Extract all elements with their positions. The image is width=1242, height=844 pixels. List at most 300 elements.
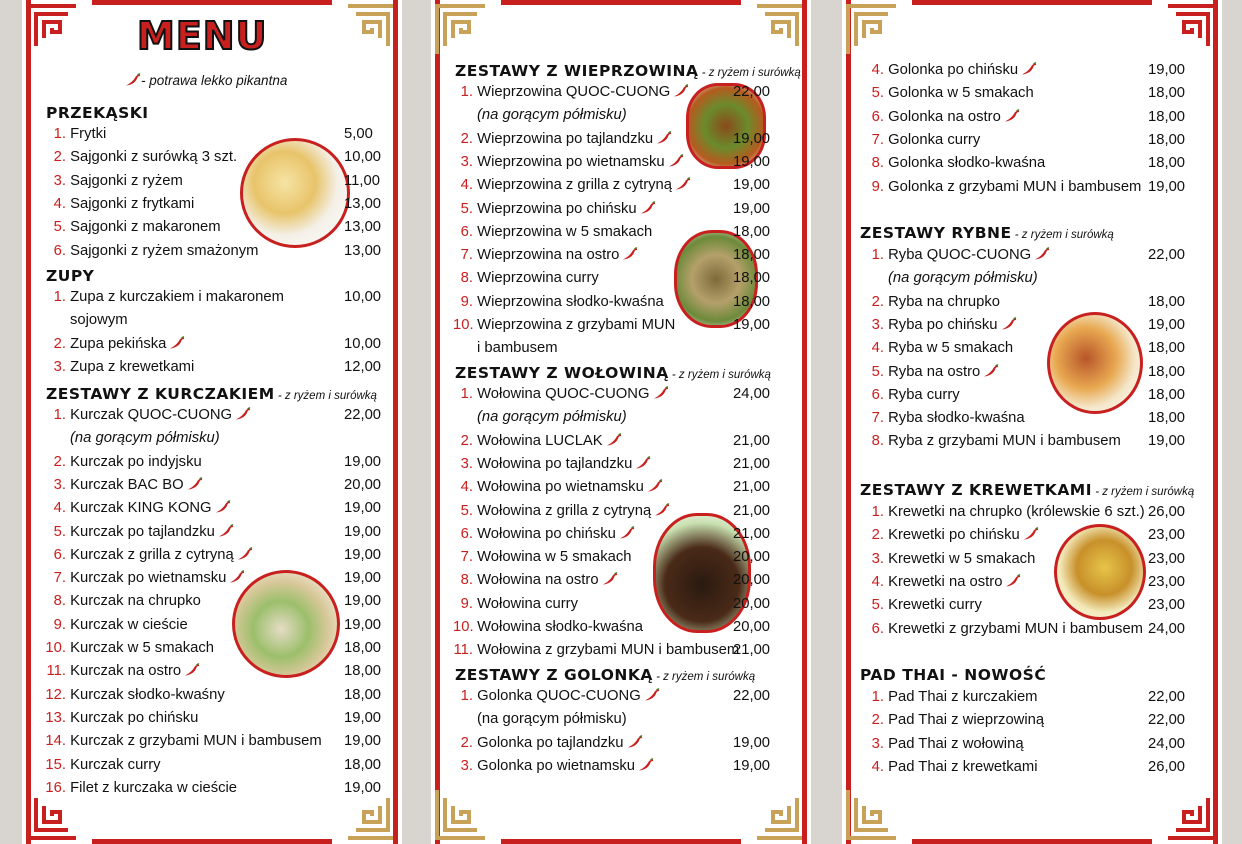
gold-fret-ornament-icon — [844, 786, 900, 842]
item-number: 5. — [871, 597, 884, 614]
item-price: 18,00 — [1148, 85, 1186, 102]
menu-item — [864, 551, 1035, 567]
menu-item — [864, 621, 1143, 637]
item-name: Wołowina QUOC-CUONG — [473, 386, 650, 402]
item-number: 10. — [45, 640, 66, 656]
spicy-legend — [122, 73, 287, 88]
item-price: 21,00 — [733, 455, 771, 472]
item-price: 22,00 — [1148, 247, 1186, 263]
item-price: 10,00 — [344, 335, 382, 352]
item-name: Pad Thai z krewetkami — [884, 758, 1038, 775]
item-price: 19,00 — [344, 453, 382, 470]
section-title-text: ZESTAWY Z KREWETKAMI — [860, 481, 1093, 499]
menu-item — [864, 317, 1017, 333]
item-name: Kurczak w cieście — [66, 616, 188, 633]
item-number: 4. — [871, 62, 884, 78]
menu-item — [864, 85, 1034, 101]
item-price: 11,00 — [344, 172, 380, 189]
item-price: 19,00 — [1148, 62, 1186, 78]
item-name: Wieprzowina z grzybami MUN — [473, 317, 676, 333]
gold-fret-ornament-icon — [753, 2, 809, 58]
menu-item — [453, 131, 672, 147]
item-name: Pad Thai z wołowiną — [884, 735, 1024, 752]
gold-fret-ornament-icon — [433, 786, 489, 842]
fish-dish-photo — [1047, 312, 1143, 414]
item-name: Golonka słodko-kwaśna — [884, 155, 1046, 172]
section-title-text: ZESTAWY Z GOLONKĄ — [455, 666, 653, 684]
item-number: 14. — [45, 733, 66, 750]
menu-item — [46, 173, 183, 189]
menu-item — [46, 243, 258, 259]
menu-item — [46, 359, 194, 375]
menu-item — [40, 524, 234, 540]
menu-item — [453, 479, 663, 495]
item-number: 3. — [871, 550, 884, 567]
menu-item — [46, 196, 194, 212]
item-name: Zupa z krewetkami — [66, 358, 195, 375]
chili-pepper-icon — [656, 131, 672, 144]
item-number: 15. — [45, 756, 66, 773]
item-price: 19,00 — [344, 733, 382, 750]
menu-item — [864, 387, 960, 403]
chili-pepper-icon — [235, 407, 251, 420]
section-title-text: PRZEKĄSKI — [46, 104, 149, 122]
item-number: 4. — [53, 195, 66, 212]
item-name: Golonka curry — [884, 131, 981, 148]
item-name: Ryba w 5 smakach — [884, 340, 1014, 357]
item-number: 4. — [871, 573, 884, 590]
item-number: 9. — [460, 293, 473, 310]
item-name: Krewetki na ostro — [884, 573, 1003, 590]
item-name-continued: sojowym — [70, 312, 128, 329]
menu-item — [864, 340, 1013, 356]
item-price: 22,00 — [733, 84, 771, 100]
item-name: Wieprzowina po chińsku — [473, 200, 637, 217]
menu-item — [864, 504, 1145, 520]
item-price: 19,00 — [1148, 433, 1186, 450]
section-title-rybne — [860, 224, 1114, 242]
item-name: Sajgonki z surówką 3 szt. — [66, 149, 238, 166]
section-subtitle: - z ryżem i surówką — [1092, 486, 1195, 498]
section-title-kurczak — [46, 385, 377, 403]
menu-item — [453, 549, 631, 565]
item-name-continued: (na gorącym półmisku) — [477, 711, 627, 728]
shrimp-dish-photo — [1054, 524, 1146, 620]
section-subtitle: - z ryżem i surówką — [274, 390, 377, 402]
item-price: 18,00 — [344, 686, 382, 703]
item-price: 19,00 — [1148, 316, 1186, 333]
menu-item — [864, 597, 982, 613]
item-number: 5. — [871, 85, 884, 102]
menu-item — [40, 663, 200, 679]
item-number: 8. — [53, 593, 66, 610]
item-price: 19,00 — [733, 734, 771, 751]
item-name: Kurczak po indyjsku — [66, 453, 202, 470]
item-number: 7. — [460, 247, 473, 264]
item-number: 6. — [460, 525, 473, 542]
menu-item — [453, 642, 739, 658]
item-name: Kurczak KING KONG — [66, 500, 212, 517]
chili-pepper-icon — [606, 433, 622, 446]
item-price: 19,00 — [344, 500, 382, 517]
item-name: Frytki — [66, 126, 107, 142]
item-number: 11. — [453, 642, 473, 659]
menu-item — [864, 759, 1038, 775]
item-number: 1. — [53, 126, 66, 142]
menu-panel-right — [842, 0, 1222, 844]
menu-item — [864, 736, 1024, 752]
item-price: 20,00 — [733, 619, 771, 635]
item-number: 1. — [871, 689, 884, 705]
section-title-przekaski — [46, 104, 149, 122]
menu-item — [864, 62, 1037, 78]
item-price: 10,00 — [344, 289, 382, 305]
red-fret-ornament-icon — [24, 2, 80, 58]
item-number: 2. — [871, 712, 884, 729]
section-title-text: ZESTAWY Z WOŁOWINĄ — [455, 364, 669, 382]
item-price: 23,00 — [1148, 573, 1186, 590]
item-number: 2. — [53, 453, 66, 470]
item-price: 23,00 — [1148, 527, 1186, 544]
item-number: 8. — [871, 433, 884, 450]
item-price: 20,00 — [733, 595, 771, 612]
item-price: 23,00 — [1148, 550, 1186, 567]
item-number: 5. — [53, 219, 66, 236]
item-number: 2. — [871, 527, 884, 544]
section-subtitle: - z ryżem i surówką — [652, 671, 756, 683]
item-number: 9. — [871, 178, 884, 195]
spring-rolls-photo — [240, 138, 350, 248]
item-price: 22,00 — [344, 407, 382, 423]
item-name: Ryba słodko-kwaśna — [884, 410, 1025, 427]
item-name: Ryba po chińsku — [884, 316, 998, 333]
item-number: 6. — [871, 620, 884, 637]
menu-item — [453, 84, 689, 100]
item-price: 21,00 — [733, 479, 771, 496]
item-number: 2. — [460, 432, 473, 449]
item-number: 4. — [871, 340, 884, 357]
red-fret-ornament-icon — [1164, 786, 1220, 842]
menu-item — [453, 619, 643, 635]
item-name: Sajgonki z frytkami — [66, 195, 195, 212]
item-number: 11. — [46, 663, 66, 680]
item-name: Wieprzowina słodko-kwaśna — [473, 293, 664, 310]
chili-pepper-icon — [125, 73, 141, 86]
item-price: 19,00 — [344, 523, 382, 540]
item-name: Golonka w 5 smakach — [884, 85, 1034, 102]
item-number: 7. — [53, 570, 66, 587]
item-price: 20,00 — [733, 572, 771, 589]
item-name: Kurczak na chrupko — [66, 593, 201, 610]
menu-item — [40, 640, 214, 656]
section-title-golonka — [455, 666, 755, 684]
menu-item — [453, 201, 656, 217]
item-name: Wołowina curry — [473, 595, 578, 612]
item-price: 18,00 — [1148, 340, 1186, 357]
item-name: Krewetki po chińsku — [884, 527, 1020, 544]
section-title-zupy — [46, 267, 94, 285]
item-price: 22,00 — [1148, 689, 1186, 705]
item-number: 3. — [460, 455, 473, 472]
item-name-continued: (na gorącym półmisku) — [477, 107, 627, 124]
item-price: 19,00 — [344, 593, 382, 610]
item-number: 5. — [460, 502, 473, 519]
menu-item — [453, 596, 578, 612]
item-number: 2. — [460, 734, 473, 751]
item-price: 22,00 — [1148, 712, 1186, 729]
item-number: 10. — [453, 619, 474, 635]
chili-pepper-icon — [627, 735, 643, 748]
menu-item — [864, 410, 1025, 426]
item-name: Wieprzowina w 5 smakach — [473, 223, 653, 240]
chili-pepper-icon — [635, 456, 651, 469]
item-number: 3. — [871, 316, 884, 333]
chili-pepper-icon — [1034, 247, 1050, 260]
item-price: 18,00 — [1148, 363, 1186, 380]
item-price: 18,00 — [1148, 131, 1186, 148]
menu-item — [864, 689, 1038, 705]
item-price: 20,00 — [344, 476, 382, 493]
section-title-text: ZUPY — [46, 267, 95, 285]
item-price: 19,00 — [1148, 178, 1186, 195]
item-name: Kurczak słodko-kwaśny — [66, 686, 225, 703]
item-price: 24,00 — [1148, 620, 1186, 637]
chili-pepper-icon — [647, 479, 663, 492]
section-title-text: ZESTAWY RYBNE — [860, 224, 1012, 242]
item-name: Wołowina na ostro — [473, 572, 599, 589]
item-price: 19,00 — [733, 200, 771, 217]
item-number: 2. — [460, 130, 473, 147]
menu-item — [40, 570, 245, 586]
menu-item — [864, 433, 1121, 449]
menu-item — [453, 247, 638, 263]
item-name: Zupa z kurczakiem i makaronem — [66, 289, 284, 305]
item-name: Wołowina po wietnamsku — [473, 479, 644, 496]
item-number: 8. — [460, 572, 473, 589]
menu-item — [40, 780, 237, 796]
menu-item — [40, 407, 251, 423]
item-price: 21,00 — [733, 525, 771, 542]
chili-pepper-icon — [668, 154, 684, 167]
item-name: Golonka QUOC-CUONG — [473, 688, 641, 704]
menu-item — [864, 155, 1045, 171]
item-number: 9. — [460, 595, 473, 612]
section-title-text: ZESTAWY Z KURCZAKIEM — [46, 385, 275, 403]
item-number: 3. — [460, 153, 473, 170]
menu-item — [40, 617, 188, 633]
item-name: Kurczak z grilla z cytryną — [66, 546, 234, 563]
gold-fret-ornament-icon — [433, 2, 489, 58]
item-name: Golonka po tajlandzku — [473, 734, 624, 751]
chili-pepper-icon — [622, 247, 638, 260]
item-name: Ryba QUOC-CUONG — [884, 247, 1032, 263]
menu-item — [864, 109, 1020, 125]
item-price: 19,00 — [344, 570, 382, 587]
item-price: 21,00 — [733, 432, 771, 449]
item-price: 18,00 — [1148, 108, 1186, 125]
menu-item — [40, 477, 203, 493]
item-price: 18,00 — [344, 663, 382, 680]
item-number: 5. — [460, 200, 473, 217]
item-number: 8. — [460, 270, 473, 287]
chili-pepper-icon — [602, 572, 618, 585]
menu-item — [453, 177, 691, 193]
gold-fret-ornament-icon — [344, 2, 400, 58]
menu-item — [40, 757, 161, 773]
item-price: 19,00 — [344, 546, 382, 563]
item-number: 12. — [45, 686, 66, 703]
chili-pepper-icon — [644, 688, 660, 701]
item-price: 24,00 — [1148, 735, 1186, 752]
menu-item — [46, 336, 185, 352]
item-name: Kurczak na ostro — [66, 663, 182, 680]
item-price: 20,00 — [733, 549, 771, 566]
item-name: Kurczak BAC BO — [66, 476, 184, 493]
menu-item — [46, 289, 284, 305]
item-name: Sajgonki z ryżem smażonym — [66, 242, 259, 259]
item-number: 4. — [460, 479, 473, 496]
section-subtitle: - z ryżem i surówką — [668, 369, 771, 381]
top-border — [501, 0, 741, 5]
item-price: 18,00 — [733, 247, 771, 264]
menu-item — [453, 503, 670, 519]
item-name: Kurczak po chińsku — [66, 709, 199, 726]
item-name: Krewetki z grzybami MUN i bambusem — [884, 620, 1144, 637]
menu-panel-left — [22, 0, 402, 844]
item-number: 1. — [53, 289, 66, 305]
menu-item — [864, 364, 999, 380]
item-name: Ryba curry — [884, 386, 960, 403]
bottom-border — [912, 839, 1152, 844]
item-number: 3. — [53, 172, 66, 189]
menu-item — [864, 247, 1050, 263]
item-number: 2. — [53, 335, 66, 352]
bottom-border — [92, 839, 332, 844]
section-subtitle: - z ryżem i surówką — [1011, 229, 1114, 241]
item-price: 18,00 — [733, 223, 771, 240]
item-price: 19,00 — [344, 779, 382, 796]
menu-item — [453, 526, 635, 542]
item-number: 7. — [460, 549, 473, 566]
item-number: 9. — [53, 616, 66, 633]
chili-pepper-icon — [1004, 109, 1020, 122]
item-number: 3. — [871, 735, 884, 752]
menu-item — [453, 433, 622, 449]
menu-item — [453, 317, 675, 333]
item-number: 7. — [871, 131, 884, 148]
menu-item — [453, 456, 651, 472]
item-price: 18,00 — [733, 293, 771, 310]
item-name: Pad Thai z wieprzowiną — [884, 712, 1045, 729]
item-number: 2. — [53, 149, 66, 166]
item-number: 13. — [45, 709, 66, 726]
item-name: Wieprzowina curry — [473, 270, 599, 287]
chili-pepper-icon — [619, 526, 635, 539]
chili-pepper-icon — [983, 364, 999, 377]
section-subtitle: - z ryżem i surówką — [698, 67, 801, 79]
item-name: Golonka z grzybami MUN i bambusem — [884, 178, 1142, 195]
item-name: Wołowina po tajlandzku — [473, 455, 633, 472]
menu-title: MENU — [137, 14, 268, 58]
menu-item — [453, 572, 618, 588]
chili-pepper-icon — [1023, 527, 1039, 540]
item-name-continued: (na gorącym półmisku) — [888, 270, 1038, 287]
menu-item — [453, 154, 684, 170]
item-price: 18,00 — [1148, 155, 1186, 172]
item-price: 19,00 — [733, 317, 771, 333]
chili-pepper-icon — [673, 84, 689, 97]
item-price: 26,00 — [1148, 504, 1186, 520]
item-number: 4. — [460, 177, 473, 194]
chili-pepper-icon — [169, 336, 185, 349]
chili-pepper-icon — [1021, 62, 1037, 75]
item-price: 19,00 — [733, 757, 771, 774]
item-price: 19,00 — [733, 130, 771, 147]
item-number: 6. — [871, 386, 884, 403]
item-name: Wieprzowina QUOC-CUONG — [473, 84, 671, 100]
item-name: Wieprzowina po tajlandzku — [473, 130, 654, 147]
item-price: 5,00 — [344, 126, 373, 142]
chicken-dish-photo — [232, 570, 340, 678]
item-name: Sajgonki z ryżem — [66, 172, 183, 189]
item-number: 2. — [871, 293, 884, 310]
section-title-padthai — [860, 666, 1046, 684]
item-price: 18,00 — [344, 640, 382, 656]
menu-item — [453, 270, 599, 286]
item-name-continued: i bambusem — [477, 340, 558, 357]
item-number: 6. — [460, 223, 473, 240]
chili-pepper-icon — [1005, 574, 1021, 587]
item-price: 19,00 — [733, 153, 771, 170]
item-price: 18,00 — [1148, 293, 1186, 310]
item-number: 1. — [871, 247, 884, 263]
item-price: 18,00 — [344, 756, 382, 773]
menu-item — [864, 179, 1141, 195]
section-title-wieprzowina — [455, 62, 801, 80]
chili-pepper-icon — [640, 201, 656, 214]
item-price: 23,00 — [1148, 597, 1186, 614]
menu-item — [40, 547, 253, 563]
menu-item — [40, 710, 198, 726]
item-name: Zupa pekińska — [66, 335, 167, 352]
item-price: 18,00 — [1148, 410, 1186, 427]
item-number: 7. — [871, 410, 884, 427]
item-price: 10,00 — [344, 149, 382, 166]
chili-pepper-icon — [187, 477, 203, 490]
menu-item — [46, 149, 237, 165]
chili-pepper-icon — [1001, 317, 1017, 330]
menu-item — [453, 688, 660, 704]
item-name: Wołowina LUCLAK — [473, 432, 603, 449]
item-price: 19,00 — [733, 177, 771, 194]
item-name: Krewetki curry — [884, 597, 982, 614]
chili-pepper-icon — [229, 570, 245, 583]
item-name: Wołowina w 5 smakach — [473, 549, 632, 566]
item-number: 4. — [53, 500, 66, 517]
item-price: 13,00 — [344, 195, 382, 212]
item-name: Golonka po wietnamsku — [473, 757, 636, 774]
item-price: 18,00 — [733, 270, 771, 287]
menu-item — [40, 733, 322, 749]
item-name: Ryba z grzybami MUN i bambusem — [884, 433, 1121, 450]
menu-item — [40, 687, 225, 703]
item-price: 19,00 — [344, 616, 382, 633]
red-fret-ornament-icon — [1164, 2, 1220, 58]
item-number: 4. — [871, 758, 884, 775]
menu-item — [864, 132, 980, 148]
menu-item — [864, 574, 1021, 590]
menu-item — [864, 294, 1000, 310]
